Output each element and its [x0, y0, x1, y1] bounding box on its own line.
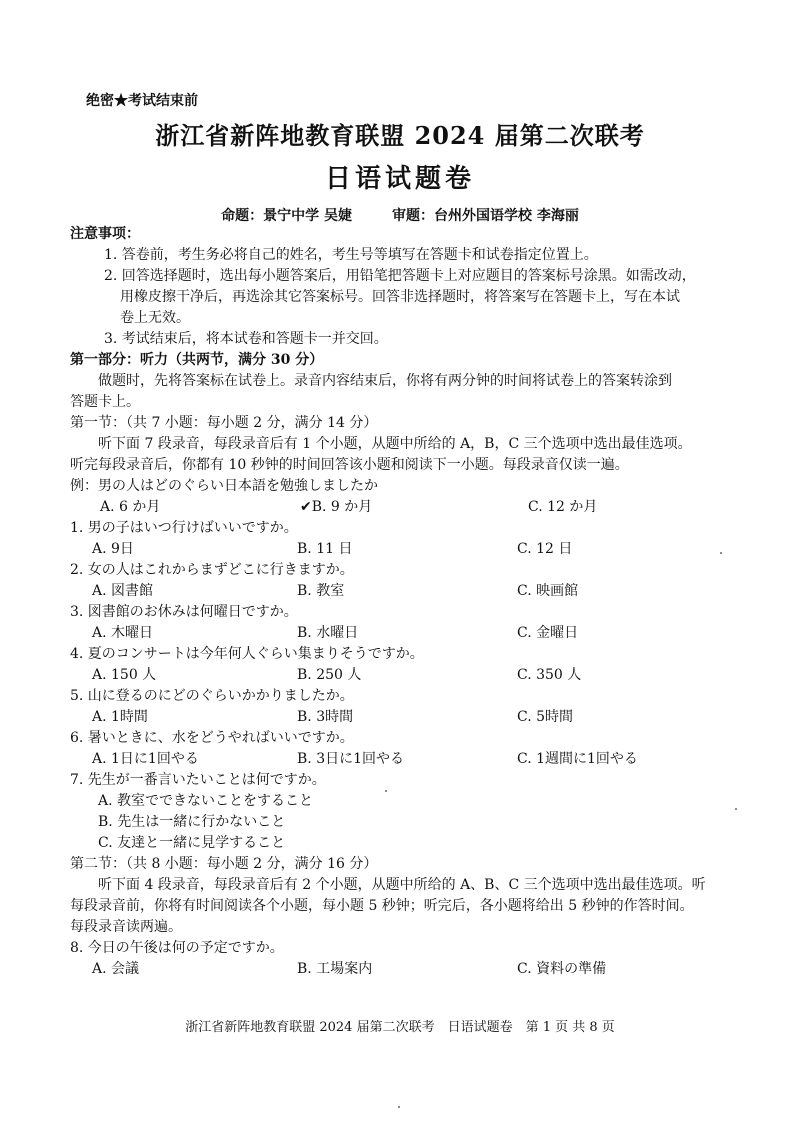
example-question: 例：男の人はどのぐらい日本語を勉強しましたか — [70, 478, 378, 494]
question-2-options — [70, 581, 750, 602]
section2-instructions: 听下面 4 段录音，每段录音后有 2 个小题，从题中所给的 A、B、C 三个选项中选出最佳选项。听 — [98, 877, 706, 893]
option-a: A. 会議 — [92, 961, 140, 977]
example-options — [70, 497, 750, 518]
question-2: 2. 女の人はこれからまずどこに行きますか。 — [70, 562, 354, 578]
exam-subtitle: 日语试题卷 — [324, 164, 475, 194]
option-a: A. 木曜日 — [92, 625, 154, 641]
scan-speck — [720, 552, 722, 554]
notice-item-3: 3. 考试结束后，将本试卷和答题卡一并交回。 — [104, 331, 388, 347]
option-b: B. 教室 — [297, 583, 345, 599]
section2-instructions-cont2: 每段录音读两遍。 — [70, 919, 182, 935]
part1-heading: 第一部分：听力（共两节，满分 30 分） — [70, 352, 324, 368]
page-footer: 浙江省新阵地教育联盟 2024 届第二次联考 日语试题卷 第 1 页 共 8 页 — [185, 1020, 615, 1035]
option-c: C. 350 人 — [517, 667, 582, 683]
option-a: A. 150 人 — [92, 667, 157, 683]
scan-speck — [385, 790, 387, 792]
question-3: 3. 図書館のお休みは何曜日ですか。 — [70, 604, 298, 620]
section2-instructions-cont: 每段录音前，你将有时间阅读各个小题，每小题 5 秒钟；听完后，各小题将给出 5 秒钟的作答时间。 — [70, 898, 694, 914]
question-8: 8. 今日の午後は何の予定ですか。 — [70, 940, 284, 956]
section2-heading: 第二节：（共 8 小题：每小题 2 分，满分 16 分） — [70, 856, 378, 872]
question-7-option-c: C. 友達と一緒に見学すること — [98, 835, 286, 851]
option-c: C. 5時間 — [517, 709, 574, 725]
scan-speck — [398, 1106, 400, 1108]
example-option-a: A. 6 か月 — [100, 499, 161, 515]
question-5-options — [70, 707, 750, 728]
option-b: B. 3日に1回やる — [297, 751, 405, 767]
option-a: A. 1時間 — [92, 709, 148, 725]
confidential-label: 绝密★考试结束前 — [86, 93, 198, 109]
section1-heading: 第一节：（共 7 小题：每小题 2 分，满分 14 分） — [70, 415, 378, 431]
section1-instructions-cont: 听完每段录音后，你都有 10 秒钟的时间回答该小题和阅读下一小题。每段录音仅读一遍。 — [70, 457, 629, 473]
exam-body — [70, 224, 750, 980]
option-a: A. 9日 — [92, 541, 134, 557]
option-b: B. 工場案内 — [297, 961, 373, 977]
part1-instructions: 做题时，先将答案标在试卷上。录音内容结束后，你将有两分钟的时间将试卷上的答案转涂到 — [98, 373, 672, 389]
question-8-options — [70, 959, 750, 980]
scan-speck — [735, 808, 737, 810]
option-b: B. 11 日 — [297, 541, 353, 557]
section1-instructions: 听下面 7 段录音，每段录音后有 1 个小题，从题中所给的 A，B，C 三个选项中选出最佳选项。 — [98, 436, 692, 452]
option-b: B. 3時間 — [297, 709, 354, 725]
option-a: A. 1日に1回やる — [92, 751, 199, 767]
option-c: C. 12 日 — [517, 541, 573, 557]
author-line — [0, 205, 800, 225]
option-b: B. 水曜日 — [297, 625, 359, 641]
question-1: 1. 男の子はいつ行けばいいですか。 — [70, 520, 298, 536]
checkmark-icon: ✔ — [300, 499, 312, 515]
notice-item-2: 2. 回答选择题时，选出每小题答案后，用铅笔把答题卡上对应题目的答案标号涂黑。如需改动， — [104, 268, 696, 284]
option-b: B. 250 人 — [297, 667, 362, 683]
option-c: C. 1週間に1回やる — [517, 751, 638, 767]
option-c: C. 金曜日 — [517, 625, 579, 641]
option-a: A. 図書館 — [92, 583, 154, 599]
part1-instructions-cont: 答题卡上。 — [70, 394, 140, 410]
example-option-c: C. 12 か月 — [528, 499, 598, 515]
exam-title: 浙江省新阵地教育联盟 2024 届第二次联考 — [155, 121, 645, 150]
notice-item-1: 1. 答卷前，考生务必将自己的姓名，考生号等填写在答题卡和试卷指定位置上。 — [104, 247, 598, 263]
question-6-options — [70, 749, 750, 770]
example-option-b: B. 9 か月 — [311, 499, 373, 515]
question-7: 7. 先生が一番言いたいことは何ですか。 — [70, 772, 326, 788]
question-3-options — [70, 623, 750, 644]
question-6: 6. 暑いときに、水をどうやればいいですか。 — [70, 730, 354, 746]
example-option-b-wrap — [300, 497, 528, 518]
question-4: 4. 夏のコンサートは今年何人ぐらい集まりそうですか。 — [70, 646, 424, 662]
question-7-option-a: A. 教室でできないことをすること — [98, 793, 314, 809]
question-5: 5. 山に登るのにどのぐらいかかりましたか。 — [70, 688, 354, 704]
notice-heading: 注意事项： — [70, 226, 140, 242]
question-7-option-b: B. 先生は一緒に行かないこと — [98, 814, 286, 830]
notice-item-2-cont: 用橡皮擦干净后，再选涂其它答案标号。回答非选择题时，将答案写在答题卡上，写在本试 — [120, 289, 680, 305]
author: 命题：景宁中学 吴婕 — [221, 208, 352, 224]
option-c: C. 映画館 — [517, 583, 579, 599]
notice-item-2-cont2: 卷上无效。 — [120, 310, 190, 326]
option-c: C. 資料の準備 — [517, 961, 607, 977]
reviewer: 审题：台州外国语学校 李海丽 — [392, 208, 579, 224]
question-1-options — [70, 539, 750, 560]
question-4-options — [70, 665, 750, 686]
